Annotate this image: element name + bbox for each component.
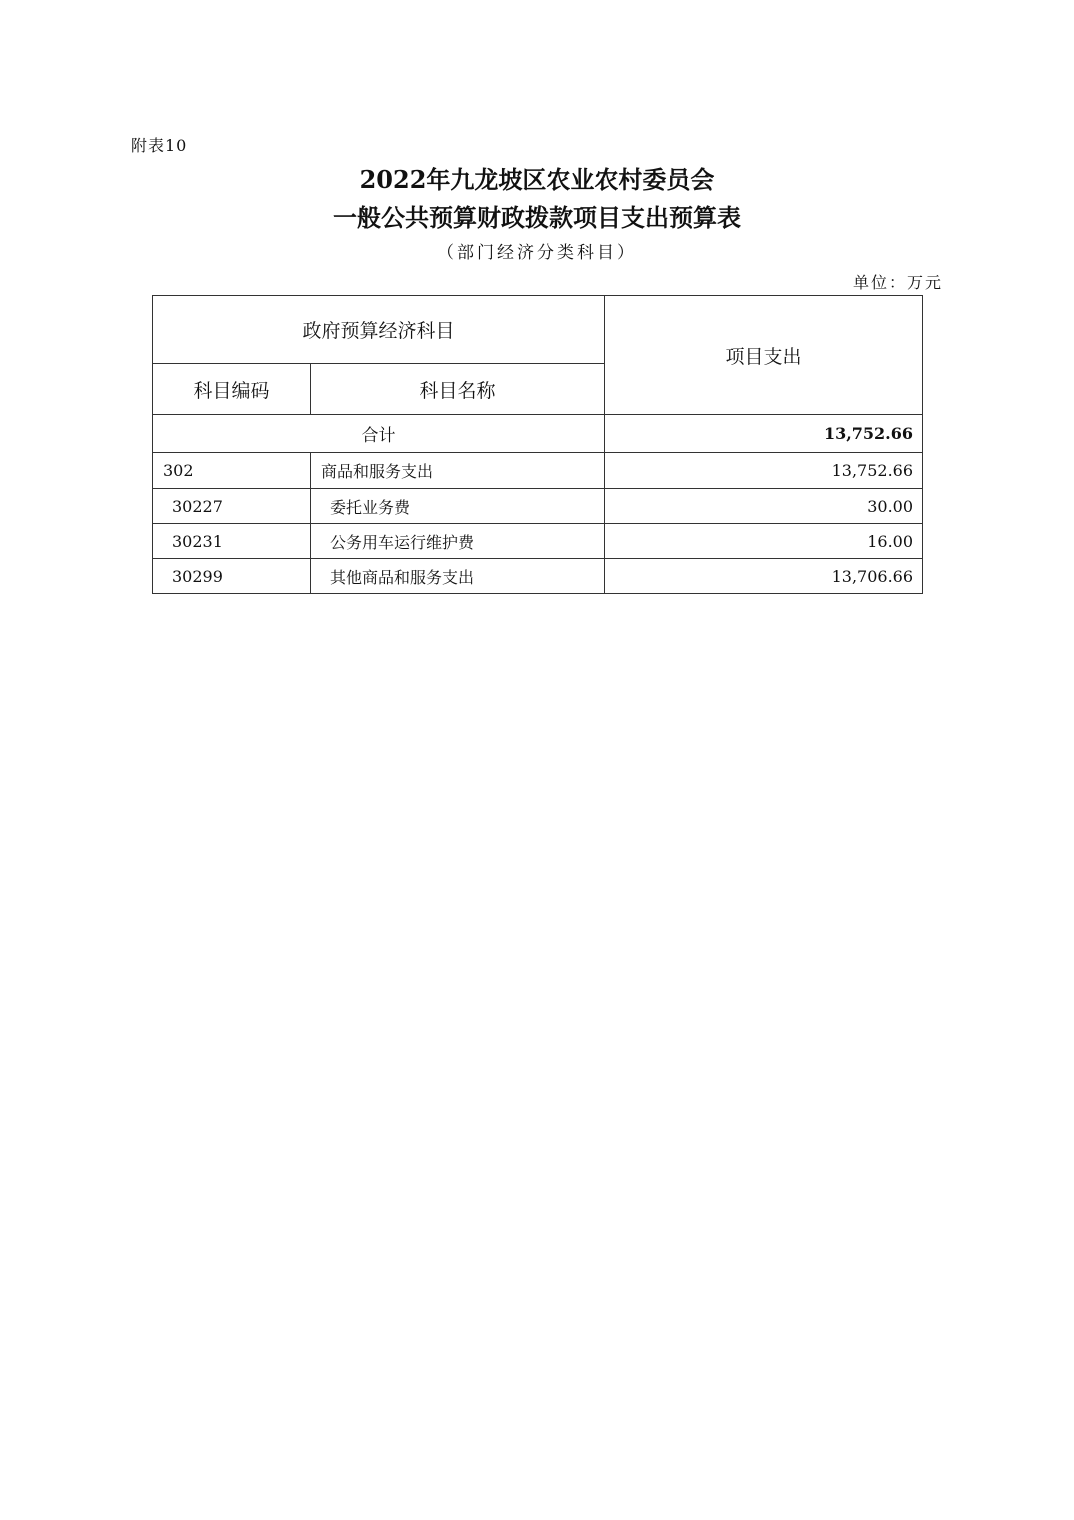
header-project-expense: 项目支出 [605, 296, 923, 415]
header-economic-category: 政府预算经济科目 [153, 296, 605, 364]
page-subtitle: （部门经济分类科目） [437, 243, 637, 263]
annex-label: 附表10 [131, 136, 188, 155]
page-title: 2022年九龙坡区农业农村委员会 [359, 165, 715, 194]
table-row [153, 524, 923, 559]
header-subject-name: 科目名称 [311, 364, 605, 415]
row-amount: 13,752.66 [605, 453, 923, 489]
row-code: 30227 [153, 489, 311, 524]
budget-table [152, 295, 923, 594]
table-row [153, 453, 923, 489]
row-amount: 16.00 [605, 524, 923, 559]
row-code: 302 [153, 453, 311, 489]
row-amount: 30.00 [605, 489, 923, 524]
total-row [153, 415, 923, 453]
row-code: 30231 [153, 524, 311, 559]
header-subject-code: 科目编码 [153, 364, 311, 415]
unit-label: 单位：万元 [852, 273, 943, 292]
row-code: 30299 [153, 559, 311, 594]
total-value: 13,752.66 [605, 415, 923, 453]
row-amount: 13,706.66 [605, 559, 923, 594]
page-title-line2: 一般公共预算财政拨款项目支出预算表 [333, 203, 741, 232]
table-row [153, 559, 923, 594]
row-name: 委托业务费 [311, 489, 605, 524]
total-label: 合计 [153, 415, 605, 453]
row-name: 公务用车运行维护费 [311, 524, 605, 559]
row-name: 商品和服务支出 [311, 453, 605, 489]
table-row [153, 489, 923, 524]
row-name: 其他商品和服务支出 [311, 559, 605, 594]
